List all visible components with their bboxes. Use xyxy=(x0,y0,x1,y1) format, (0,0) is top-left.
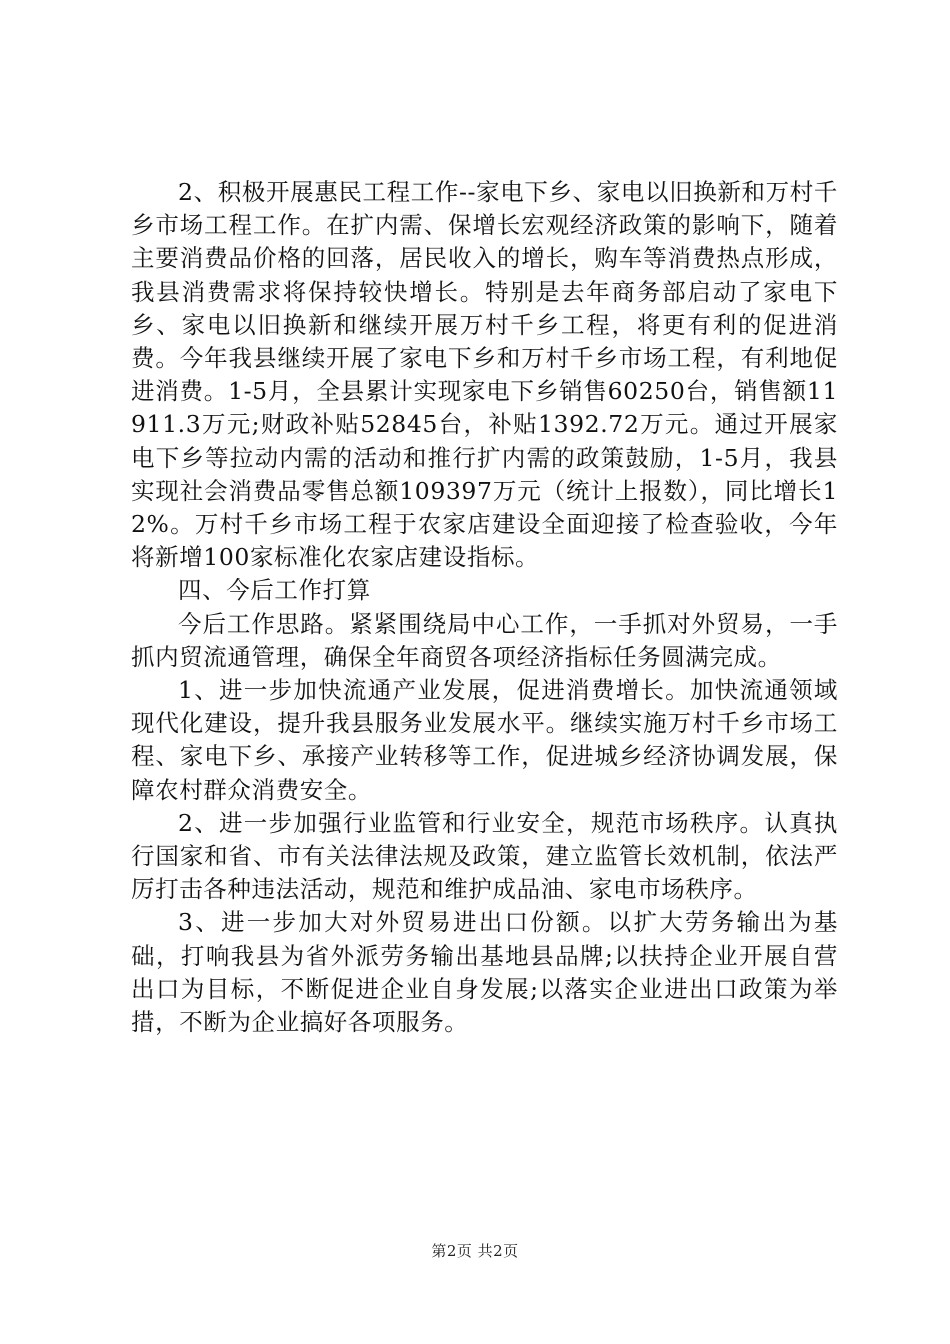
page-footer: 第2页 共2页 xyxy=(431,1242,519,1260)
paragraph-work-approach: 今后工作思路。紧紧围绕局中心工作，一手抓对外贸易，一手抓内贸流通管理，确保全年商贸各项经济指标任务圆满完成。 xyxy=(131,609,838,671)
paragraph-home-appliance-program: 2、积极开展惠民工程工作--家电下乡、家电以旧换新和万村千乡市场工程工作。在扩内需、保增长宏观经济政策的影响下，随着主要消费品价格的回落，居民收入的增长，购车等消费热点形成，我县消费需求将保持较快增长。特别是去年商务部启动了家电下乡、家电以旧换新和继续开展万村千乡工程，将更有利的促进消费。今年我县继续开展了家电下乡和万村千乡市场工程，有利地促进消费。1-5月，全县累计实现家电下乡销售60250台，销售额11911.3万元;财政补贴52845台，补贴1392.72万元。通过开展家电下乡等拉动内需的活动和推行扩内需的政策鼓励，1-5月，我县实现社会消费品零售总额109397万元（统计上报数），同比增长12%。万村千乡市场工程于农家店建设全面迎接了检查验收，今年将新增100家标准化农家店建设指标。 xyxy=(131,178,838,572)
document-body xyxy=(131,176,838,1039)
paragraph-industry-supervision: 2、进一步加强行业监管和行业安全，规范市场秩序。认真执行国家和省、市有关法律法规及政策，建立监管长效机制，依法严厉打击各种违法活动，规范和维护成品油、家电市场秩序。 xyxy=(131,808,838,904)
paragraph-foreign-trade: 3、进一步加大对外贸易进出口份额。以扩大劳务输出为基础，打响我县为省外派劳务输出基地县品牌;以扶持企业开展自营出口为目标，不断促进企业自身发展;以落实企业进出口政策为举措，不断为企业搞好各项服务。 xyxy=(131,908,838,1037)
paragraph-circulation-industry: 1、进一步加快流通产业发展，促进消费增长。加快流通领域现代化建设，提升我县服务业发展水平。继续实施万村千乡市场工程、家电下乡、承接产业转移等工作，促进城乡经济协调发展，保障农村群众消费安全。 xyxy=(131,676,838,804)
section-heading-future-plans: 四、今后工作打算 xyxy=(178,576,371,605)
